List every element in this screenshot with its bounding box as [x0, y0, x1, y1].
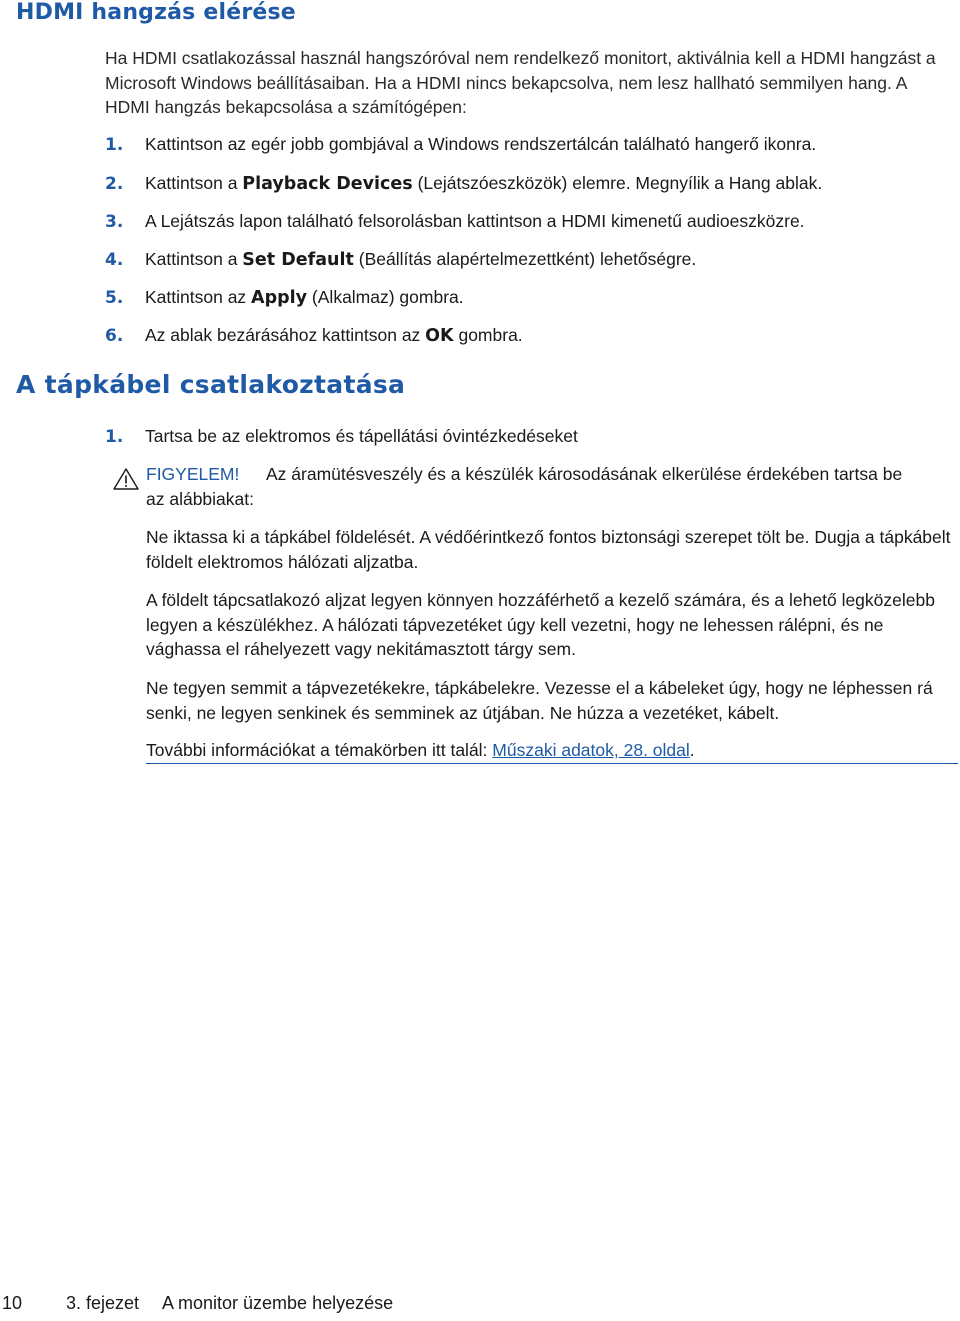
list-item	[105, 285, 464, 310]
step-bold-term: Playback Devices	[242, 174, 413, 194]
step-number: 5.	[105, 288, 124, 308]
specs-link[interactable]: Műszaki adatok, 28. oldal	[492, 740, 690, 760]
step-bold-term: Set Default	[242, 250, 354, 270]
paragraph-grounding: Ne iktassa ki a tápkábel földelését. A védőérintkező fontos biztonsági szerepet tölt be. Dugja a tápkábelt földelt elektromos hálózati aljzatba.	[146, 527, 951, 572]
page-number: 10	[2, 1293, 23, 1313]
intro-paragraph: Ha HDMI csatlakozással használ hangszóróval nem rendelkező monitort, aktiválnia kell a HDMI hangzást a Microsoft Windows beállításaiban. Ha a HDMI nincs bekapcsolva, nem lesz hallható semmilyen hang. A HDMI hangzás bekapcsolása a számítógépen:	[105, 48, 936, 117]
step-text-after: (Beállítás alapértelmezettként) lehetőségre.	[353, 249, 697, 269]
step-text: Kattintson az	[145, 287, 252, 307]
list-item	[105, 209, 805, 234]
step-number: 6.	[105, 326, 124, 346]
step-number: 1.	[105, 135, 124, 155]
step-text: Kattintson a	[145, 249, 243, 269]
section-title-power-cable: A tápkábel csatlakoztatása	[16, 370, 406, 399]
list-item	[105, 323, 523, 348]
section-title-hdmi: HDMI hangzás elérése	[16, 0, 296, 25]
step-text: Kattintson az egér jobb gombjával a Windows rendszertálcán található hangerő ikonra.	[145, 134, 817, 154]
step-bold-term: Apply	[251, 288, 308, 308]
list-item	[105, 247, 696, 272]
more-info-text: További információkat a témakörben itt talál:	[146, 740, 493, 760]
step-number: 4.	[105, 250, 124, 270]
footer-chapter-title: A monitor üzembe helyezése	[162, 1293, 394, 1313]
step-text-after: (Alkalmaz) gombra.	[307, 287, 464, 307]
step-text: Tartsa be az elektromos és tápellátási óvintézkedéseket	[145, 426, 578, 446]
warning-triangle-icon	[113, 468, 139, 490]
list-item	[105, 132, 816, 157]
list-item	[105, 171, 822, 196]
step-bold-term: OK	[425, 326, 454, 346]
divider	[146, 763, 958, 764]
step-number: 2.	[105, 174, 124, 194]
step-number: 1.	[105, 427, 124, 447]
step-number: 3.	[105, 212, 124, 232]
list-item	[105, 424, 578, 449]
step-text: Kattintson a	[145, 173, 243, 193]
more-info	[146, 738, 960, 763]
warning-label: FIGYELEM!	[146, 464, 240, 484]
step-text-after: gombra.	[453, 325, 523, 345]
warning-text-continued: az alábbiakat:	[146, 488, 254, 509]
footer-chapter: 3. fejezet	[66, 1293, 140, 1313]
warning-text: Az áramütésveszély és a készülék károsodásának elkerülése érdekében tartsa be	[266, 464, 903, 484]
paragraph-socket: A földelt tápcsatlakozó aljzat legyen könnyen hozzáférhető a kezelő számára, és a lehető legközelebb legyen a készülékhez. A hálózati tápvezetéket úgy kell vezetni, hogy ne lehessen rálépni, és ne vághassa el ráhelyezett vagy nekitámasztott tárgy sem.	[146, 590, 935, 659]
more-info-suffix: .	[689, 740, 695, 760]
step-text-after: (Lejátszóeszközök) elemre. Megnyílik a Hang ablak.	[412, 173, 823, 193]
step-text: Az ablak bezárásához kattintson az	[145, 325, 426, 345]
step-text: A Lejátszás lapon található felsorolásban kattintson a HDMI kimenetű audioeszközre.	[145, 211, 805, 231]
paragraph-cables: Ne tegyen semmit a tápvezetékekre, tápkábelekre. Vezesse el a kábeleket úgy, hogy ne léphessen rá senki, ne legyen senkinek és semminek az útjában. Ne húzza a vezetéket, kábelt.	[146, 678, 933, 723]
